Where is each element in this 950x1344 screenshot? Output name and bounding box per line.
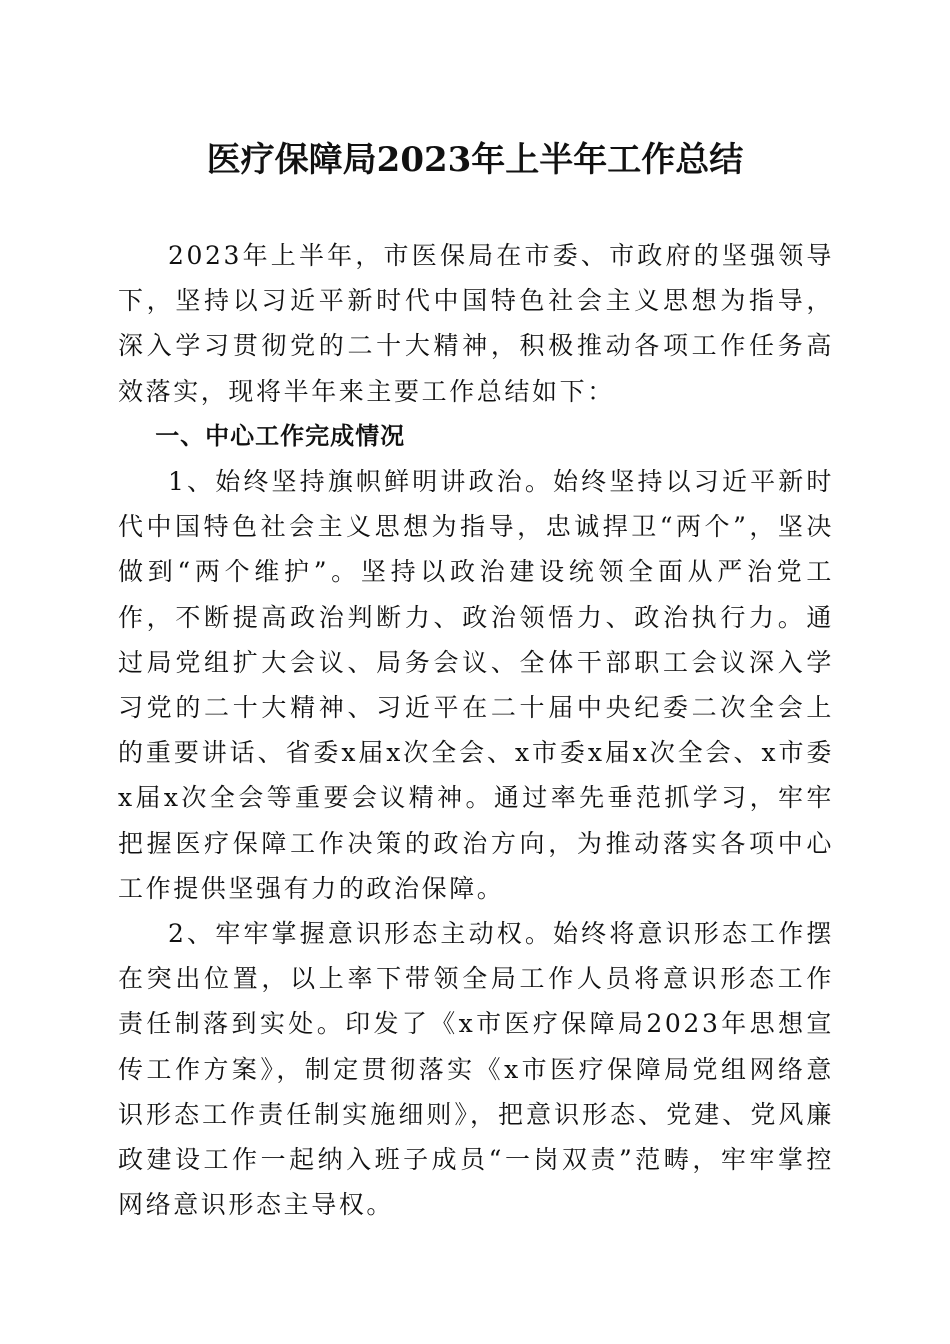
intro-paragraph: 2023年上半年，市医保局在市委、市政府的坚强领导下，坚持以习近平新时代中国特色社会主义思想为指导，深入学习贯彻党的二十大精神，积极推动各项工作任务高效落实，现将半年来主要工作总结如下： — [118, 241, 834, 406]
item-paragraph-1: 1、始终坚持旗帜鲜明讲政治。始终坚持以习近平新时代中国特色社会主义思想为指导，忠诚捍卫“两个”，坚决做到“两个维护”。坚持以政治建设统领全面从严治党工作，不断提高政治判断力、政治领悟力、政治执行力。通过局党组扩大会议、局务会议、全体干部职工会议深入学习党的二十大精神、习近平在二十届中央纪委二次全会上的重要讲话、省委x届x次全会、x市委x届x次全会、x市委x届x次全会等重要会议精神。通过率先垂范抓学习，牢牢把握医疗保障工作决策的政治方向，为推动落实各项中心工作提供坚强有力的政治保障。 — [118, 467, 834, 903]
document-body — [118, 233, 834, 1227]
document-title: 医疗保障局2023年上半年工作总结 — [206, 140, 744, 180]
item-paragraph-2: 2、牢牢掌握意识形态主动权。始终将意识形态工作摆在突出位置，以上率下带领全局工作人员将意识形态工作责任制落到实处。印发了《x市医疗保障局2023年思想宣传工作方案》，制定贯彻落实《x市医疗保障局党组网络意识形态工作责任制实施细则》，把意识形态、党建、党风廉政建设工作一起纳入班子成员“一岗双责”范畴，牢牢掌控网络意识形态主导权。 — [118, 919, 834, 1220]
section-heading-1: 一、中心工作完成情况 — [155, 421, 406, 450]
